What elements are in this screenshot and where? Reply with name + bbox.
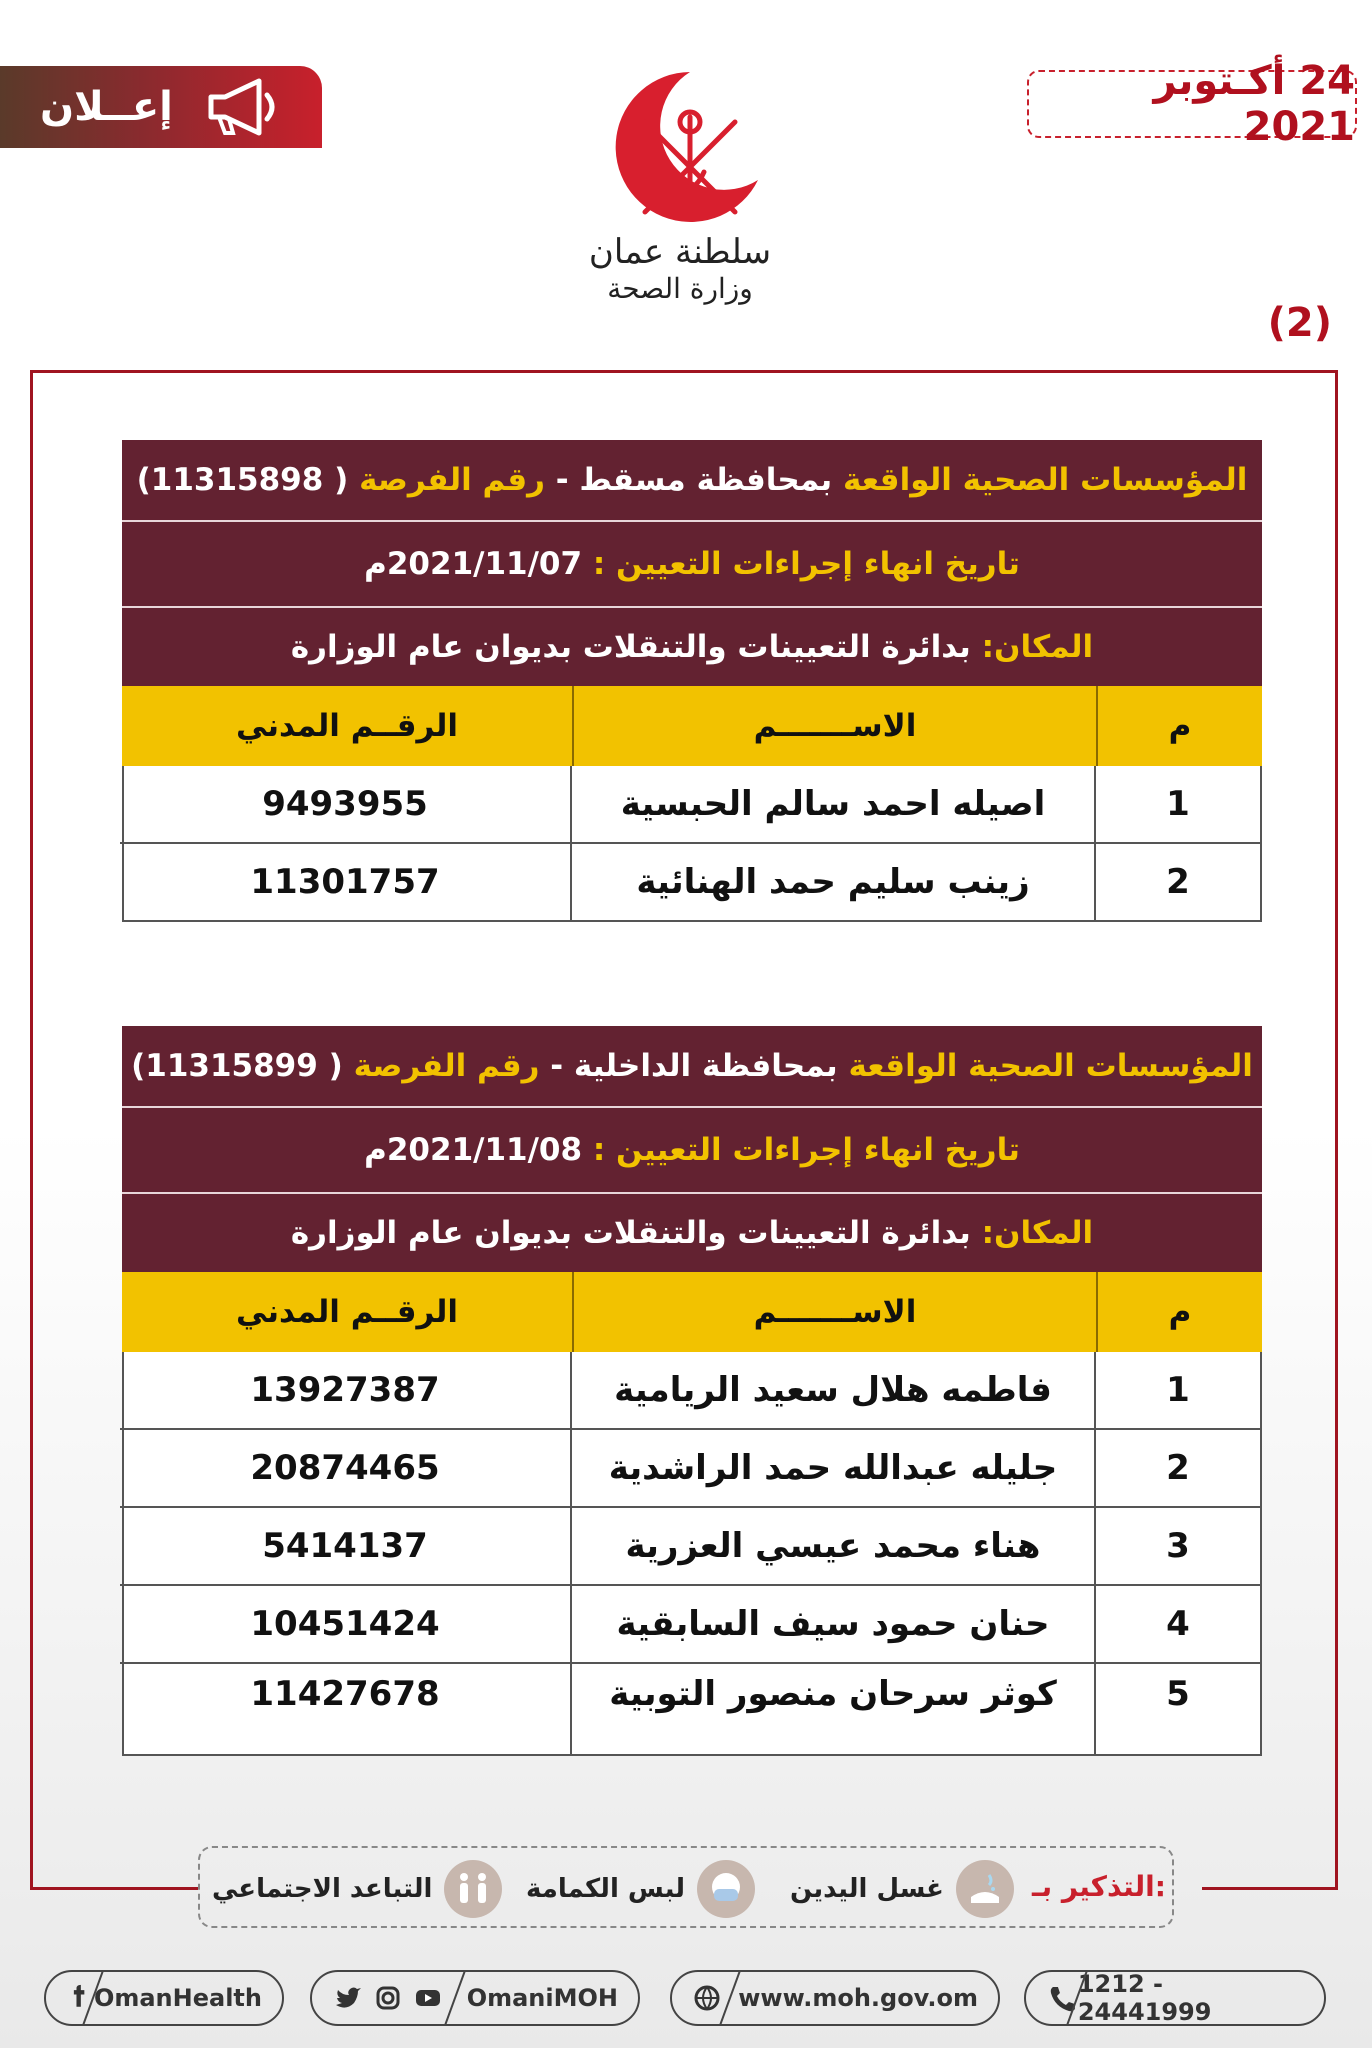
date-text: 24 أكـتوبر 2021 (1153, 58, 1355, 150)
row-civil-id: 5414137 (120, 1508, 570, 1586)
reminder-hand-washing (790, 1860, 1014, 1918)
end-date-label: تاريخ انهاء إجراءات التعيين : (592, 1132, 1020, 1168)
facebook-handle: OmanHealth (93, 1984, 262, 2012)
location-row (122, 1194, 1262, 1272)
table-row (124, 1664, 1260, 1754)
appointment-table-muscat (122, 440, 1262, 922)
announcement-banner (0, 66, 322, 148)
row-civil-id: 10451424 (120, 1586, 570, 1664)
reminders-box (198, 1846, 1174, 1928)
phone-number: 1212 - 24441999 (1077, 1970, 1212, 2026)
location-value: بدائرة التعيينات والتنقلات بديوان عام الوزارة (290, 629, 971, 665)
column-headers (122, 686, 1262, 766)
location-value: بدائرة التعيينات والتنقلات بديوان عام الوزارة (290, 1215, 971, 1251)
table-body (122, 1352, 1262, 1756)
row-name: جليله عبدالله حمد الراشدية (570, 1430, 1094, 1508)
social-contact[interactable] (310, 1970, 640, 2026)
megaphone-icon (203, 75, 287, 139)
governorate-text: بمحافظة مسقط - (555, 462, 833, 498)
opportunity-number: ( 11315898) (136, 462, 349, 498)
table-row (124, 1508, 1260, 1586)
frame-bottom-right (1202, 1887, 1338, 1890)
social-distancing-icon (444, 1860, 502, 1918)
logo-caption-sultanate: سلطنة عمان (588, 232, 772, 272)
twitter-icon (332, 1983, 362, 2013)
row-civil-id: 20874465 (120, 1430, 570, 1508)
facebook-contact[interactable] (44, 1970, 284, 2026)
divider (442, 1970, 469, 2026)
row-name: فاطمه هلال سعيد الريامية (570, 1352, 1094, 1430)
reminder-mask (526, 1860, 755, 1918)
table-row (124, 1352, 1260, 1430)
col-header-name: الاســـــــم (572, 686, 1096, 766)
row-name: زينب سليم حمد الهنائية (570, 844, 1094, 920)
location-label: المكان: (981, 629, 1094, 665)
page-number: (2) (1267, 300, 1332, 346)
table-row (124, 1430, 1260, 1508)
website-contact[interactable] (670, 1970, 1000, 2026)
reminder-label: التباعد الاجتماعي (212, 1874, 433, 1904)
row-name: هناء محمد عيسي العزرية (570, 1508, 1094, 1586)
end-date-value: 2021/11/07م (364, 546, 583, 582)
table-row (124, 1586, 1260, 1664)
end-date-row (122, 1108, 1262, 1194)
col-header-number: م (1096, 1272, 1262, 1352)
youtube-icon (413, 1983, 443, 2013)
row-civil-id: 9493955 (120, 766, 570, 844)
col-header-name: الاســـــــم (572, 1272, 1096, 1352)
table-row (124, 844, 1260, 920)
row-name: حنان حمود سيف السابقية (570, 1586, 1094, 1664)
row-name: اصيله احمد سالم الحبسية (570, 766, 1094, 844)
globe-icon (692, 1983, 722, 2013)
institutions-prefix: المؤسسات الصحية الواقعة (848, 1048, 1253, 1084)
table-title-row (122, 440, 1262, 522)
logo-caption-ministry: وزارة الصحة (607, 272, 753, 305)
column-headers (122, 1272, 1262, 1352)
row-number: 2 (1094, 1430, 1260, 1508)
announcement-label: إعــلان (40, 84, 173, 130)
opportunity-label: رقم الفرصة (353, 1048, 540, 1084)
hand-washing-icon (956, 1860, 1014, 1918)
reminder-label: غسل اليدين (790, 1874, 944, 1904)
reminders-title: التذكير بـ: (1032, 1870, 1166, 1903)
row-number: 1 (1094, 1352, 1260, 1430)
row-civil-id: 11427678 (250, 1674, 440, 1714)
col-header-civil-id: الرقــم المدني (122, 686, 572, 766)
reminder-social-distancing (212, 1860, 502, 1918)
end-date-row (122, 522, 1262, 608)
table-title-row (122, 1026, 1262, 1108)
row-number: 1 (1094, 766, 1260, 844)
frame-bottom-left (30, 1887, 198, 1890)
governorate-text: بمحافظة الداخلية - (550, 1048, 838, 1084)
end-date-label: تاريخ انهاء إجراءات التعيين : (592, 546, 1020, 582)
col-header-civil-id: الرقــم المدني (122, 1272, 572, 1352)
location-row (122, 608, 1262, 686)
social-handle: OmaniMOH (466, 1984, 618, 2012)
phone-contact[interactable] (1024, 1970, 1326, 2026)
face-mask-icon (697, 1860, 755, 1918)
end-date-value: 2021/11/08م (364, 1132, 583, 1168)
table-row (124, 766, 1260, 844)
row-civil-id: 11301757 (250, 862, 440, 902)
row-number: 2 (1094, 844, 1260, 920)
row-name: كوثر سرحان منصور التوبية (570, 1664, 1094, 1754)
website-url: www.moh.gov.om (738, 1984, 978, 2012)
table-body (122, 766, 1262, 922)
opportunity-number: ( 11315899) (131, 1048, 343, 1084)
location-label: المكان: (981, 1215, 1094, 1251)
opportunity-label: رقم الفرصة (359, 462, 545, 498)
col-header-number: م (1096, 686, 1262, 766)
reminder-label: لبس الكمامة (526, 1874, 686, 1904)
row-number: 4 (1094, 1586, 1260, 1664)
row-number: 3 (1094, 1508, 1260, 1586)
row-number: 5 (1094, 1664, 1260, 1754)
row-civil-id: 13927387 (120, 1352, 570, 1430)
appointment-table-dakhiliyah (122, 1026, 1262, 1756)
institutions-prefix: المؤسسات الصحية الواقعة (842, 462, 1248, 498)
date-badge (1027, 58, 1357, 150)
instagram-icon (373, 1983, 403, 2013)
